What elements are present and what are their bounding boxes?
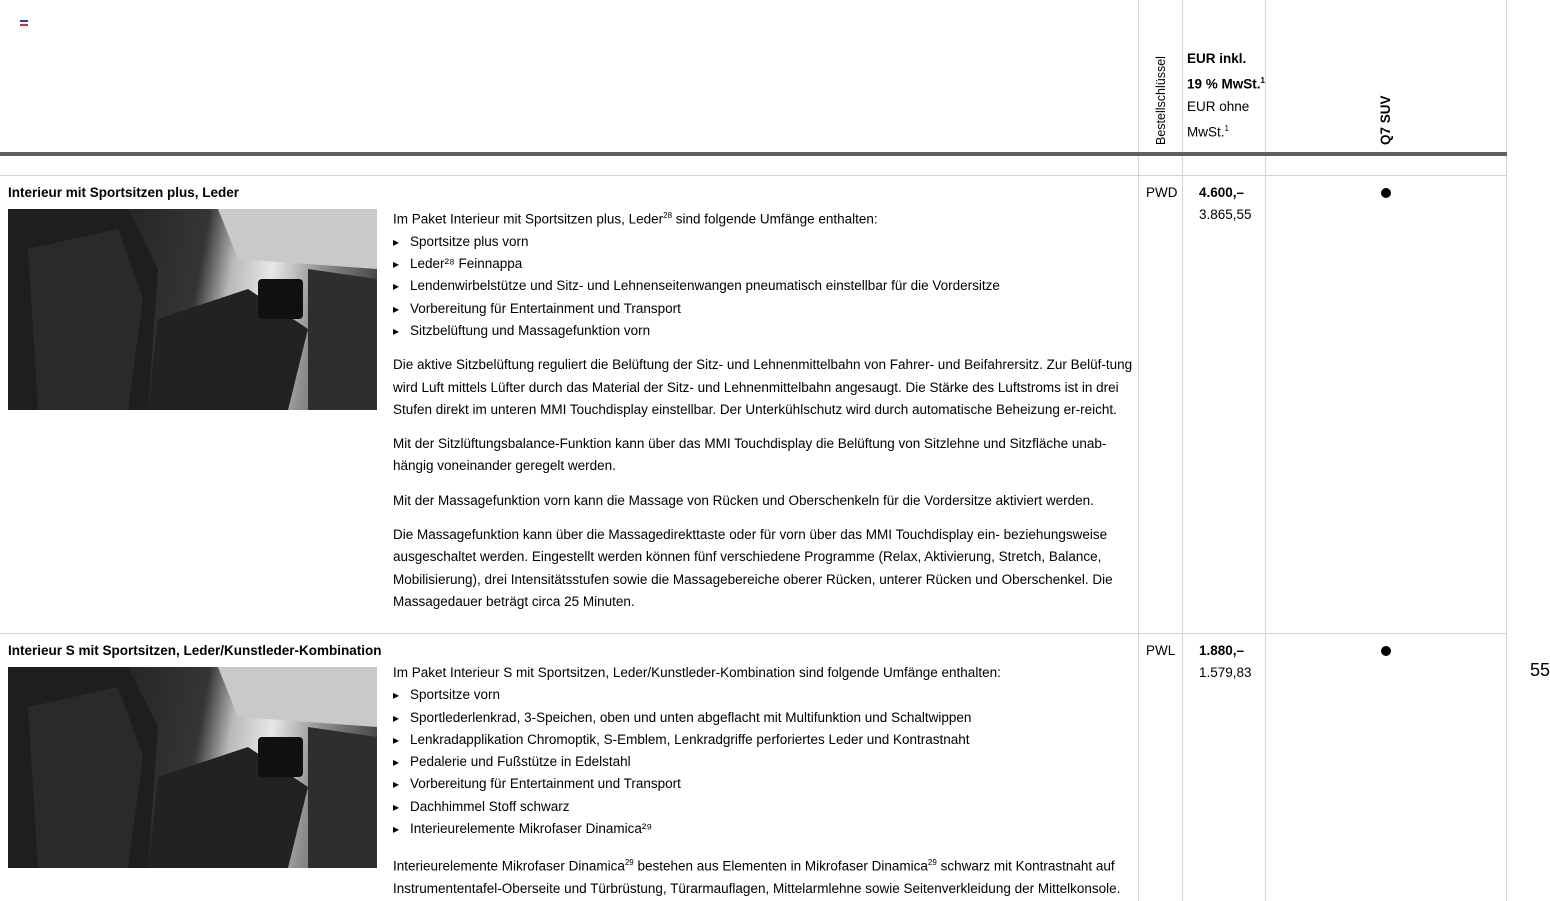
paragraph: [393, 852, 1133, 900]
footnote-ref: 29: [927, 858, 937, 868]
list-item: ▸ Lenkradapplikation Chromoptik, S-Emblem, Lenkradgriffe perforiertes Leder und Kontrastnaht: [393, 729, 1133, 751]
price-gross: 4.600,–: [1199, 185, 1245, 200]
price-gross: 1.880,–: [1199, 643, 1245, 658]
para-a: Interieurelemente Mikrofaser Dinamica: [393, 858, 625, 874]
list-item: ▸ Interieurelemente Mikrofaser Dinamica²⁹: [393, 818, 1133, 840]
section-description: [393, 662, 1133, 900]
price-net: 1.579,83: [1199, 665, 1252, 680]
header-price-net-2: [1187, 118, 1265, 144]
header-price-gross-2-text: 19 % MwSt.: [1187, 76, 1261, 92]
intro-text-b: sind folgende Umfänge enthalten:: [672, 211, 878, 227]
para-c: schwarz mit Kontrastnaht auf Instrumententafel-Oberseite und Türbrüstung, Türarmauflagen, Mittelarmlehne sowie Seitenverkleidung der Mittelkonsole.: [393, 858, 1121, 897]
interior-photo: [8, 667, 377, 868]
column-divider: [1138, 0, 1139, 901]
feature-list: [393, 231, 1133, 342]
footnote-ref: 28: [663, 211, 673, 220]
intro-text: Im Paket Interieur S mit Sportsitzen, Leder/Kunstleder-Kombination sind folgende Umfänge enthalten:: [393, 665, 1001, 680]
list-item: ▸ Sportlederlenkrad, 3-Speichen, oben und unten abgeflacht mit Multifunktion und Schaltwippen: [393, 707, 1133, 729]
list-item: ▸ Lendenwirbelstütze und Sitz- und Lehnenseitenwangen pneumatisch einstellbar für die Vordersitze: [393, 275, 1133, 297]
column-divider: [1506, 0, 1507, 901]
feature-list: [393, 684, 1133, 840]
order-code: PWL: [1146, 643, 1176, 658]
interior-photo: [8, 209, 377, 410]
footnote-ref: 1: [1224, 123, 1229, 133]
header-price-net-1: EUR ohne: [1187, 98, 1250, 114]
header-price-net-2-text: MwSt.: [1187, 124, 1225, 139]
footnote-ref: 1: [1260, 76, 1265, 85]
paragraph: Mit der Sitzlüftungsbalance-Funktion kann über das MMI Touchdisplay die Belüftung von Sitzlehne und Sitzfläche unab-hängig voneinander geregelt werden.: [393, 436, 1107, 474]
list-item: ▸ Vorbereitung für Entertainment und Transport: [393, 773, 1133, 795]
list-item: ▸ Pedalerie und Fußstütze in Edelstahl: [393, 751, 1133, 773]
availability-dot: [1381, 188, 1391, 198]
footnote-ref: 29: [624, 858, 634, 868]
row-divider: [0, 633, 1507, 634]
header-model: Q7 SUV: [1378, 95, 1393, 145]
list-item: ▸ Sitzbelüftung und Massagefunktion vorn: [393, 320, 1133, 342]
header-price: [1187, 48, 1265, 143]
page-number: 55: [1530, 660, 1550, 680]
list-item: ▸ Dachhimmel Stoff schwarz: [393, 796, 1133, 818]
list-item: ▸ Leder²⁸ Feinnappa: [393, 253, 1133, 275]
order-code: PWD: [1146, 185, 1178, 200]
header-price-gross-2: [1187, 70, 1265, 96]
list-item: ▸ Sportsitze vorn: [393, 684, 1133, 706]
header-price-gross-1: EUR inkl.: [1187, 51, 1247, 66]
intro-text-a: Im Paket Interieur mit Sportsitzen plus, Leder: [393, 211, 664, 227]
header-order-key: Bestellschlüssel: [1154, 56, 1168, 145]
intro-text: [393, 205, 1133, 231]
column-divider: [1182, 0, 1183, 901]
flag-stripe: [20, 24, 28, 26]
section-description: [393, 205, 1133, 613]
section-title: Interieur mit Sportsitzen plus, Leder: [8, 185, 240, 200]
list-item: ▸ Sportsitze plus vorn: [393, 231, 1133, 253]
para-b: bestehen aus Elementen in Mikrofaser Dinamica: [633, 858, 928, 874]
paragraph: Die aktive Sitzbelüftung reguliert die Belüftung der Sitz- und Lehnenmittelbahn von Fahrer- und Beifahrersitz. Zur Belüf-tung wird Luft mittels Lüfter durch das Material der Sitz- und Lehnenmittelbahn angesaugt. Die Stärke des Luftstroms ist in drei Stufen direkt im unteren MMI Touchdisplay einstellbar. Der Unterkühlschutz wird durch automatische Beheizung er-reicht.: [393, 357, 1133, 417]
price: [1199, 182, 1252, 226]
price-net: 3.865,55: [1199, 207, 1252, 222]
section-title: Interieur S mit Sportsitzen, Leder/Kunstleder-Kombination: [8, 643, 382, 658]
paragraph: Die Massagefunktion kann über die Massagedirekttaste oder für vorn über das MMI Touchdisplay ein- beziehungsweise ausgeschaltet werden. Eingestellt werden können fünf verschiedene Programme (Relax, Aktivierung, Stretch, Balance, Mobilisierung), drei Intensitätsstufen sowie die Massagebereiche oberer Rücken, unterer Rücken und Oberschenkel. Die Massagedauer beträgt circa 25 Minuten.: [393, 527, 1113, 609]
availability-dot: [1381, 646, 1391, 656]
row-divider: [0, 175, 1507, 176]
price: [1199, 640, 1252, 684]
flag-icon: [20, 20, 28, 26]
column-divider: [1265, 0, 1266, 901]
list-item: ▸ Vorbereitung für Entertainment und Transport: [393, 298, 1133, 320]
paragraph: Mit der Massagefunktion vorn kann die Massage von Rücken und Oberschenkeln für die Vordersitze aktiviert werden.: [393, 492, 1094, 508]
header-rule: [0, 152, 1507, 156]
